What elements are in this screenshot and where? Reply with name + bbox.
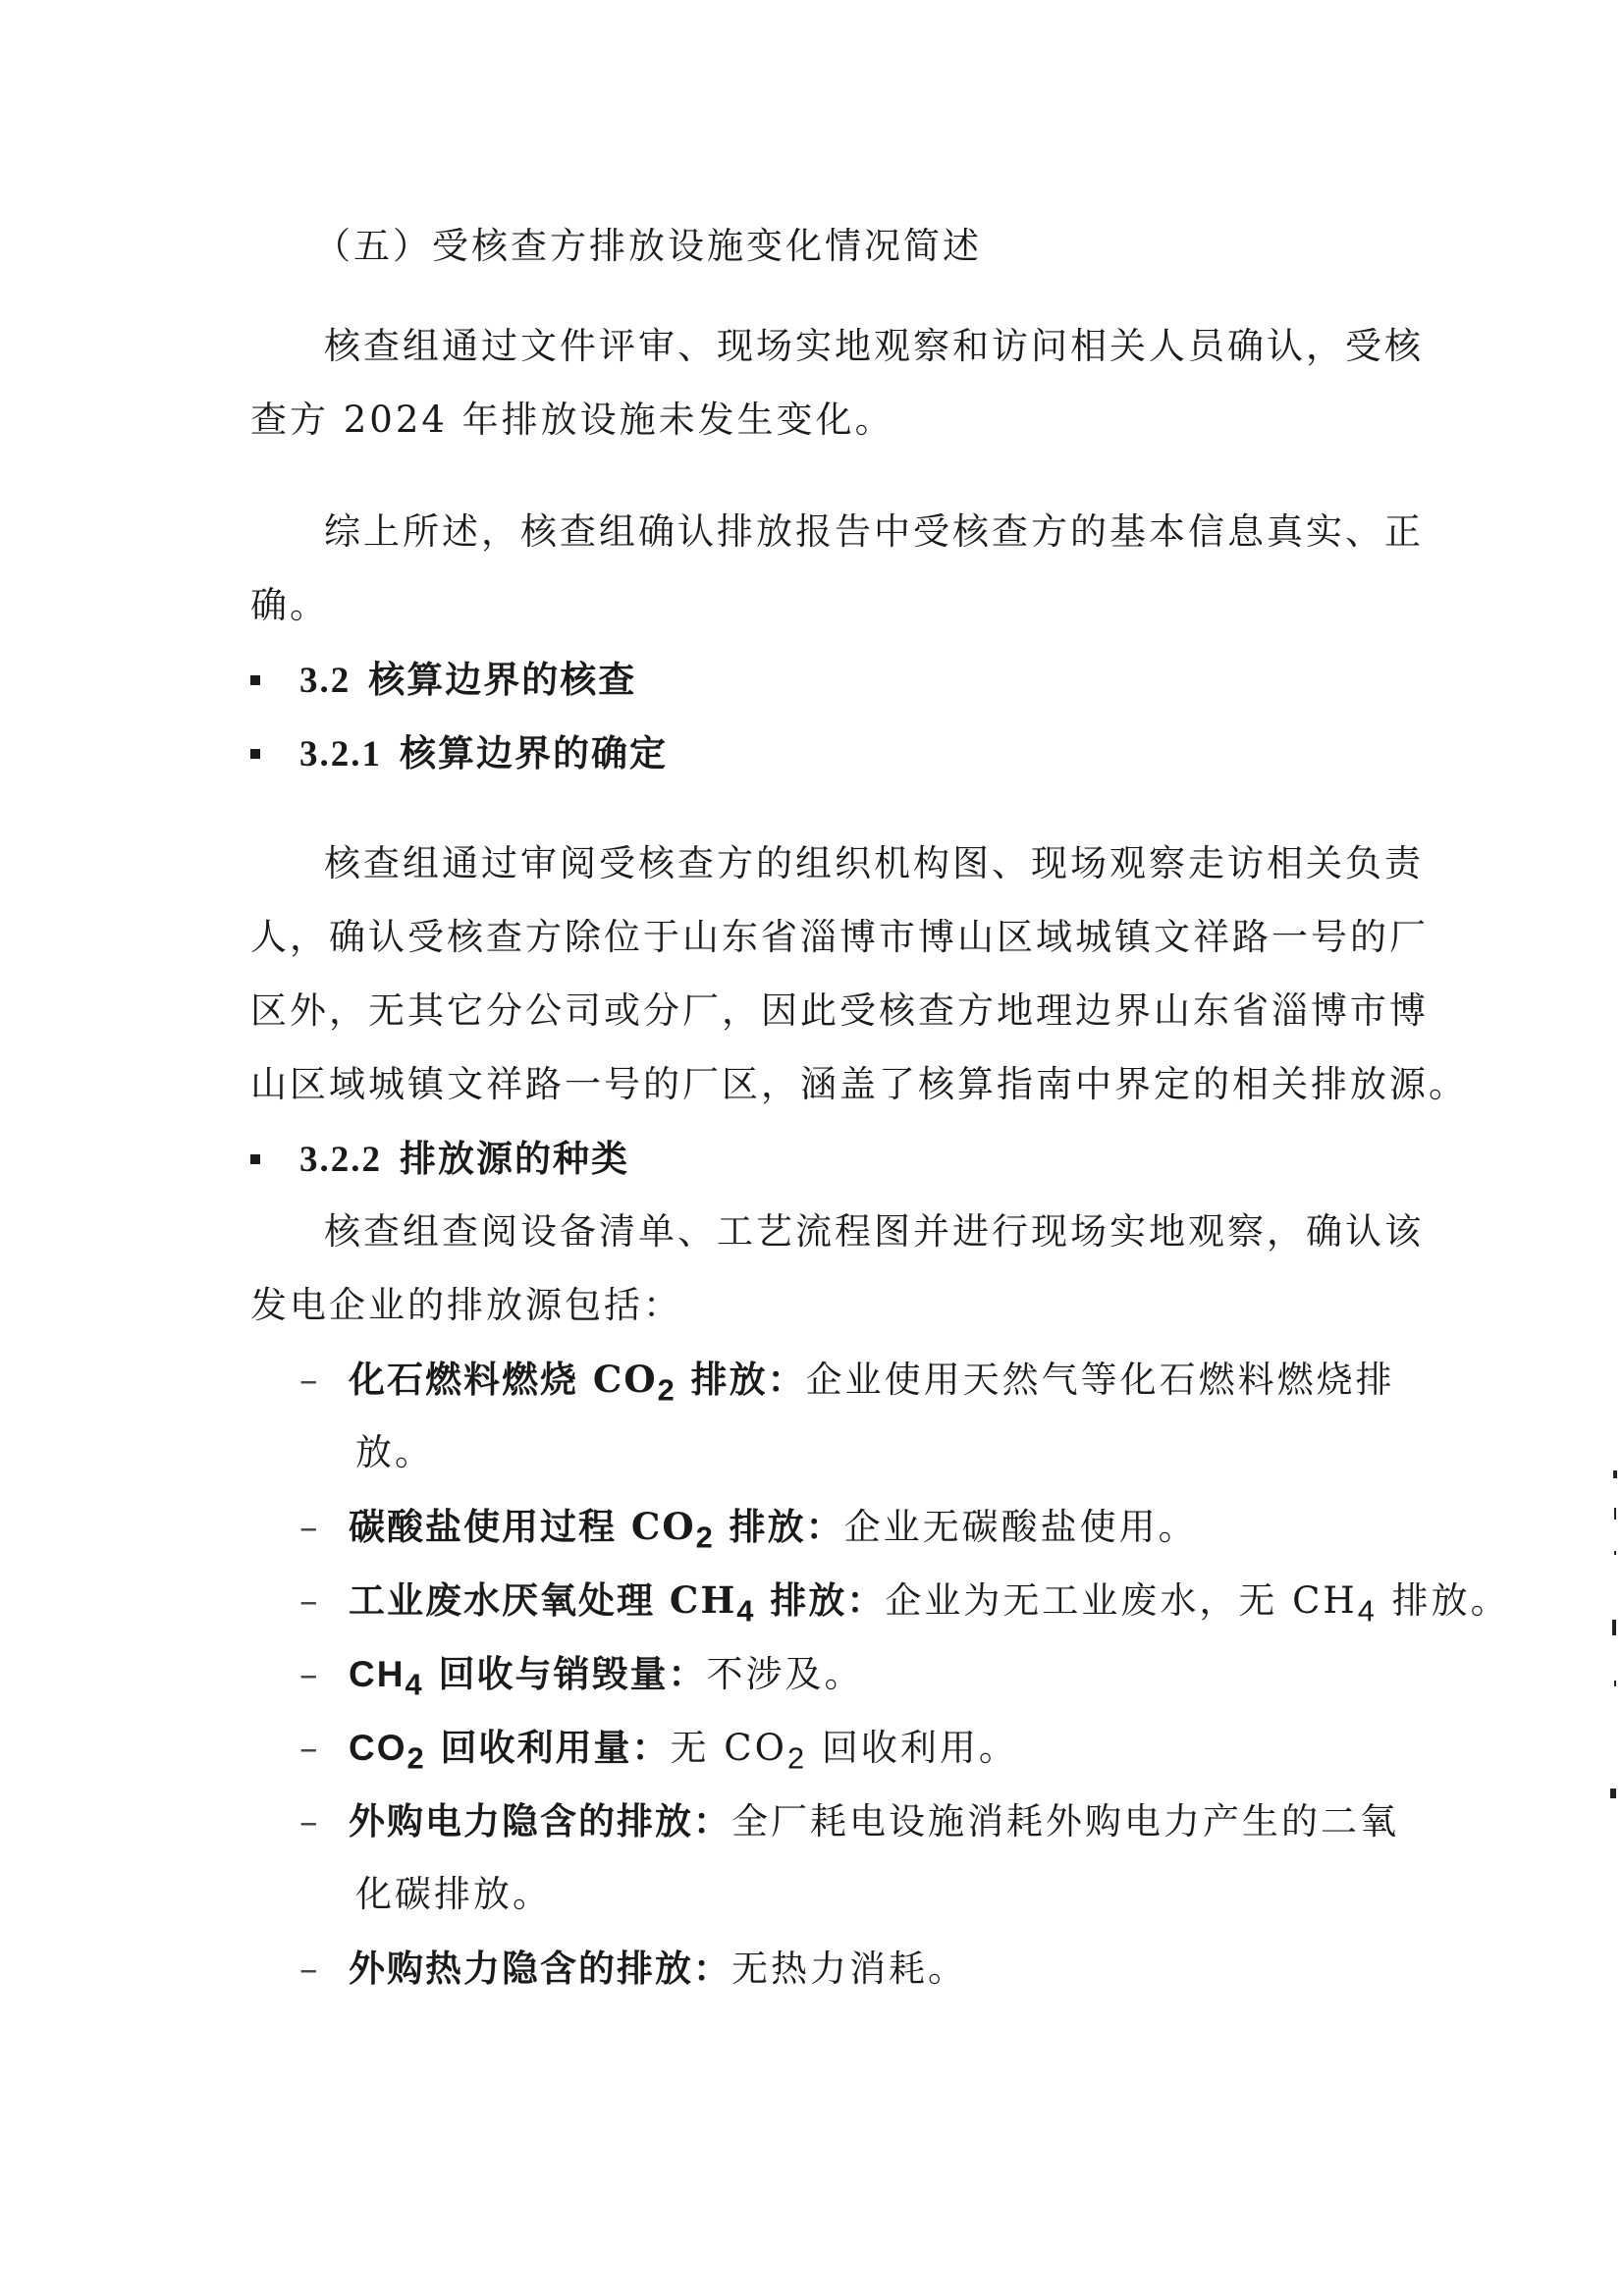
paragraph-line: 山区域城镇文祥路一号的厂区，涵盖了核算指南中界定的相关排放源。 — [250, 1063, 1468, 1105]
scan-speck — [1613, 1470, 1617, 1478]
list-item — [299, 1502, 1198, 1562]
list-item-desc: 企业为无工业废水，无 $CH_4$ 排放。 — [885, 1579, 1510, 1629]
paragraph-line: 综上所述，核查组确认排放报告中受核查方的基本信息真实、正 — [324, 510, 1424, 553]
list-item — [299, 1723, 1018, 1783]
paragraph-line: 核查组通过审阅受核查方的组织机构图、现场观察走访相关负责 — [324, 842, 1424, 884]
list-item-label: 工业废水厌氧处理 $CH_4$ 排放： — [349, 1578, 886, 1629]
dash-bullet-icon: – — [299, 1579, 321, 1622]
list-item-desc: 不涉及。 — [706, 1653, 864, 1695]
list-item-label: 化石燃料燃烧 $CO_2$ 排放： — [349, 1358, 806, 1408]
list-item — [299, 1944, 967, 1994]
paragraph-line: 查方 2024 年排放设施未发生变化。 — [250, 399, 894, 441]
list-item-desc: 全厂耗电设施消耗外购电力产生的二氧 — [731, 1800, 1399, 1842]
dash-bullet-icon: – — [299, 1948, 321, 1990]
scan-speck — [1610, 1789, 1616, 1798]
list-item-desc: 无 $CO_2$ 回收利用。 — [670, 1727, 1018, 1776]
dash-bullet-icon: – — [299, 1800, 321, 1842]
heading-number: 3.2.2 — [299, 1140, 382, 1180]
list-item-continuation: 化碳排放。 — [355, 1873, 552, 1915]
heading-number: 3.2.1 — [299, 734, 382, 774]
paragraph-line: 确。 — [250, 584, 329, 626]
heading-text: 核算边界的确定 — [400, 731, 668, 774]
list-item-label: $CH_4$ 回收与销毁量： — [349, 1652, 707, 1702]
bullet-square-icon — [250, 749, 260, 759]
heading-3-2-1 — [250, 728, 668, 779]
paragraph-line: 区外，无其它分公司或分厂，因此受核查方地理边界山东省淄博市博 — [250, 989, 1429, 1032]
list-item-label: 外购热力隐含的排放： — [349, 1947, 731, 1990]
heading-text: 核算边界的核查 — [368, 658, 637, 701]
dash-bullet-icon: – — [299, 1359, 321, 1401]
list-item-label: $CO_2$ 回收利用量： — [349, 1726, 671, 1776]
list-item — [299, 1649, 864, 1709]
bullet-square-icon — [250, 675, 260, 685]
paragraph-line: 人，确认受核查方除位于山东省淄博市博山区域城镇文祥路一号的厂 — [250, 916, 1429, 958]
list-item-desc: 无热力消耗。 — [731, 1948, 967, 1990]
list-item — [299, 1796, 1399, 1846]
list-item-continuation: 放。 — [355, 1431, 434, 1473]
scan-speck — [1614, 1551, 1616, 1555]
list-item — [299, 1355, 1395, 1415]
heading-text: 排放源的种类 — [400, 1137, 629, 1180]
dash-bullet-icon: – — [299, 1506, 321, 1548]
scan-speck — [1612, 1620, 1616, 1635]
section-title: （五）受核查方排放设施变化情况简述 — [314, 225, 982, 267]
list-item-label: 碳酸盐使用过程 $CO_2$ 排放： — [349, 1505, 844, 1555]
heading-3-2-2 — [250, 1134, 629, 1185]
scan-speck — [1614, 1508, 1616, 1520]
list-item-desc: 企业使用天然气等化石燃料燃烧排 — [805, 1359, 1395, 1401]
bullet-square-icon — [250, 1154, 260, 1164]
list-item — [299, 1575, 1510, 1635]
heading-3-2 — [250, 655, 636, 706]
paragraph-line: 核查组查阅设备清单、工艺流程图并进行现场实地观察，确认该 — [324, 1210, 1424, 1253]
list-item-label: 外购电力隐含的排放： — [349, 1799, 731, 1842]
paragraph-line: 发电企业的排放源包括： — [250, 1284, 682, 1326]
heading-number: 3.2 — [299, 661, 352, 701]
paragraph-line: 核查组通过文件评审、现场实地观察和访问相关人员确认，受核 — [324, 325, 1424, 367]
dash-bullet-icon: – — [299, 1727, 321, 1769]
list-item-desc: 企业无碳酸盐使用。 — [843, 1506, 1198, 1548]
dash-bullet-icon: – — [299, 1653, 321, 1695]
scan-speck — [1614, 1681, 1616, 1686]
